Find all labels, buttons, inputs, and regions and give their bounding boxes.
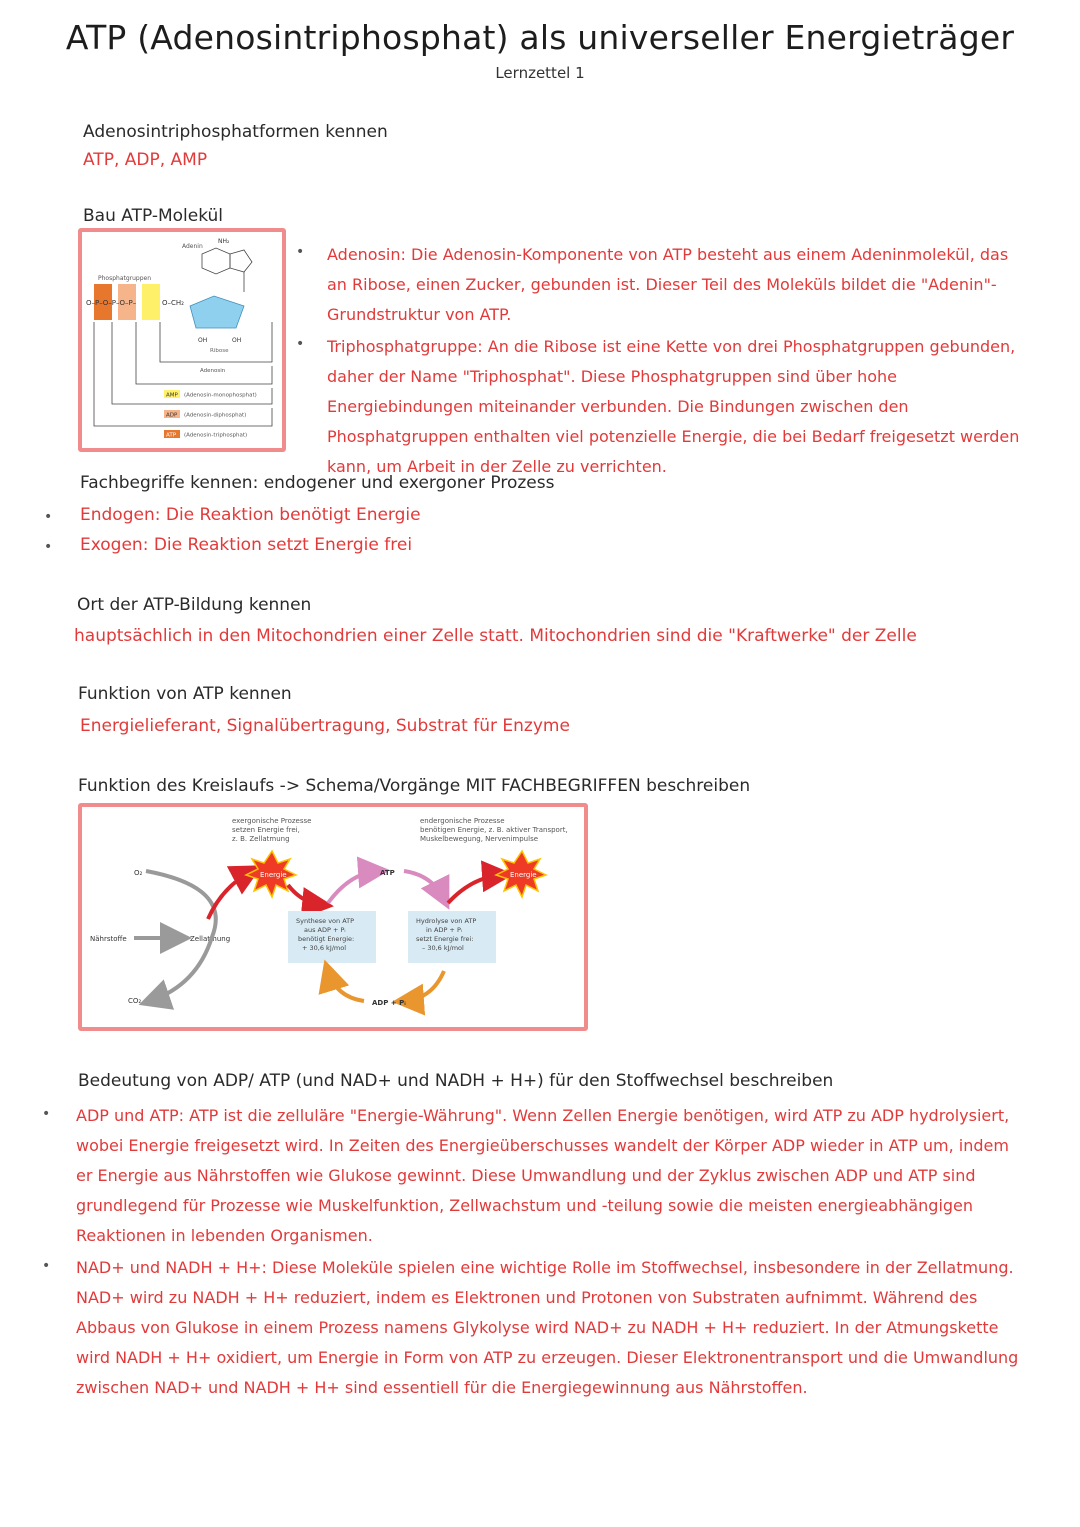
- terms-heading: Fachbegriffe kennen: endogener und exergoner Prozess: [80, 473, 555, 493]
- atp-cycle-diagram: [82, 807, 584, 1027]
- endergon-text-2: benötigen Energie, z. B. aktiver Transport,: [420, 826, 568, 834]
- bullet-dot: •: [42, 1106, 51, 1122]
- bullet-dot: •: [44, 509, 53, 525]
- bullet-dot: •: [42, 1258, 51, 1274]
- amp-tag-label: AMP: [166, 392, 178, 399]
- co2-label: CO₂: [128, 997, 142, 1005]
- atp-tag-label: ATP: [166, 432, 177, 439]
- bullet-dot: •: [296, 336, 305, 352]
- amp-bracket: [136, 322, 272, 384]
- function-answer: Energielieferant, Signalübertragung, Substrat für Enzyme: [80, 716, 570, 736]
- adp-tag-label: ADP: [166, 412, 178, 419]
- atp-molecule-figure: [78, 228, 286, 452]
- metabolism-heading: Bedeutung von ADP/ ATP (und NAD+ und NADH + H+) für den Stoffwechsel beschreiben: [78, 1071, 834, 1091]
- adenin-label: Adenin: [182, 243, 203, 250]
- endergon-text-3: Muskelbewegung, Nervenimpulse: [420, 835, 539, 843]
- energy-consumption-arrow: [448, 875, 502, 903]
- hydrolysis-text-2: in ADP + Pᵢ: [426, 926, 463, 934]
- adenosin-label: Adenosin: [200, 368, 226, 374]
- location-heading: Ort der ATP-Bildung kennen: [77, 595, 312, 615]
- atp-to-hydrolysis-arrow: [404, 871, 444, 899]
- page-title: ATP (Adenosintriphosphat) als universeller Energieträger: [65, 18, 1015, 57]
- zellatmung-label: Zellatmung: [190, 935, 231, 943]
- terms-item-exogen: Exogen: Die Reaktion setzt Energie frei: [80, 535, 413, 555]
- energy-to-synthesis-arrow: [288, 885, 322, 905]
- phosphatgruppen-label: Phosphatgruppen: [98, 275, 152, 282]
- exergon-text-2: setzen Energie frei,: [232, 826, 300, 834]
- amp-desc: (Adenosin-monophosphat): [184, 392, 257, 399]
- o2-label: O₂: [134, 869, 143, 877]
- adenine-ring-5: [230, 250, 252, 272]
- page-subtitle: Lernzettel 1: [495, 64, 585, 82]
- structure-heading: Bau ATP-Molekül: [83, 206, 224, 226]
- exergon-text-1: exergonische Prozesse: [232, 817, 312, 825]
- ribose-label: Ribose: [210, 348, 229, 354]
- terms-item-endogen: Endogen: Die Reaktion benötigt Energie: [80, 505, 421, 525]
- phosphate-chain: O–P–O–P–O–P–: [86, 299, 137, 307]
- adp-to-synthesis-arrow: [328, 971, 364, 1001]
- synthesis-to-atp-arrow: [328, 871, 378, 903]
- atp-cycle-figure: [78, 803, 588, 1031]
- ch2-label: O–CH₂: [162, 299, 184, 307]
- function-heading: Funktion von ATP kennen: [78, 684, 292, 704]
- ribose-ring: [190, 296, 244, 328]
- exergon-text-3: z. B. Zellatmung: [232, 835, 290, 843]
- synthesis-text-2: aus ADP + Pᵢ: [304, 926, 346, 934]
- forms-answer: ATP, ADP, AMP: [83, 150, 208, 170]
- oh-label-1: OH: [198, 337, 208, 344]
- forms-heading: Adenosintriphosphatformen kennen: [83, 122, 388, 142]
- adp-desc: (Adenosin-diphosphat): [184, 412, 247, 419]
- synthesis-text-4: + 30,6 kJ/mol: [302, 944, 347, 952]
- location-answer: hauptsächlich in den Mitochondrien einer Zelle statt. Mitochondrien sind die "Kraftwerke" der Zelle: [74, 626, 917, 646]
- hydrolysis-to-adp-arrow: [404, 971, 444, 1001]
- atp-molecule-diagram: [82, 232, 282, 448]
- synthesis-text-3: benötigt Energie:: [298, 935, 355, 943]
- phosphate-gamma-box: [142, 284, 160, 320]
- synthesis-text-1: Synthese von ATP: [296, 917, 355, 925]
- structure-bullet-triphosphat: Triphosphatgruppe: An die Ribose ist eine Kette von drei Phosphatgruppen gebunden, daher der Name "Triphosphat". Diese Phosphatgruppen sind über hohe Energiebindungen miteinander verbunden. Die Bindungen zwischen den Phosphatgruppen enthalten viel potenzielle Energie, die bei Bedarf freigesetzt werden kann, um Arbeit in der Zelle zu verrichten.: [327, 337, 1020, 476]
- bullet-dot: •: [44, 539, 53, 555]
- naehrstoffe-label: Nährstoffe: [90, 935, 127, 943]
- hydrolysis-text-1: Hydrolyse von ATP: [416, 917, 477, 925]
- atp-desc: (Adenosin-triphosphat): [184, 432, 248, 439]
- metabolism-bullet-adp-atp: ADP und ATP: ATP ist die zelluläre "Energie-Währung". Wenn Zellen Energie benötigen, wird ATP zu ADP hydrolysiert, wobei Energie freigesetzt wird. In Zeiten des Energieüberschusses wandelt der Körper ADP wieder in ATP um, indem er Energie aus Nährstoffen wie Glukose gewinnt. Diese Umwandlung und der Zyklus zwischen ADP und ATP sind grundlegend für Prozesse wie Muskelfunktion, Zellwachstum und -teilung sowie die meisten energieabhängigen Reaktionen in lebenden Organismen.: [76, 1106, 1010, 1245]
- hydrolysis-text-4: – 30,6 kJ/mol: [422, 944, 464, 952]
- hydrolysis-text-3: setzt Energie frei:: [416, 935, 474, 943]
- atp-label: ATP: [380, 869, 395, 877]
- bullet-dot: •: [296, 244, 305, 260]
- oh-label-2: OH: [232, 337, 242, 344]
- metabolism-bullet-nad: NAD+ und NADH + H+: Diese Moleküle spielen eine wichtige Rolle im Stoffwechsel, insbesondere in der Zellatmung. NAD+ wird zu NADH + H+ reduziert, indem es Elektronen und Protonen von Substraten aufnimmt. Während des Abbaus von Glukose in einem Prozess namens Glykolyse wird NAD+ zu NADH + H+ reduziert. In der Atmungskette wird NADH + H+ oxidiert, um Energie in Form von ATP zu erzeugen. Dieser Elektronentransport und die Umwandlung zwischen NAD+ und NADH + H+ sind essentiell für die Energiegewinnung aus Nährstoffen.: [76, 1258, 1019, 1397]
- energie-right-label: Energie: [510, 871, 537, 879]
- atp-bracket: [94, 322, 272, 426]
- nh2-label: NH₂: [218, 238, 230, 245]
- endergon-text-1: endergonische Prozesse: [420, 817, 505, 825]
- adenine-ring-6: [202, 248, 230, 274]
- adp-pi-label: ADP + Pᵢ: [372, 999, 406, 1007]
- energie-left-label: Energie: [260, 871, 287, 879]
- cycle-heading: Funktion des Kreislaufs -> Schema/Vorgänge MIT FACHBEGRIFFEN beschreiben: [78, 776, 751, 796]
- structure-bullet-adenosin: Adenosin: Die Adenosin-Komponente von ATP besteht aus einem Adeninmolekül, das an Ribose, einen Zucker, gebunden ist. Dieser Teil des Moleküls bildet die "Adenin"-Grundstruktur von ATP.: [327, 245, 1009, 324]
